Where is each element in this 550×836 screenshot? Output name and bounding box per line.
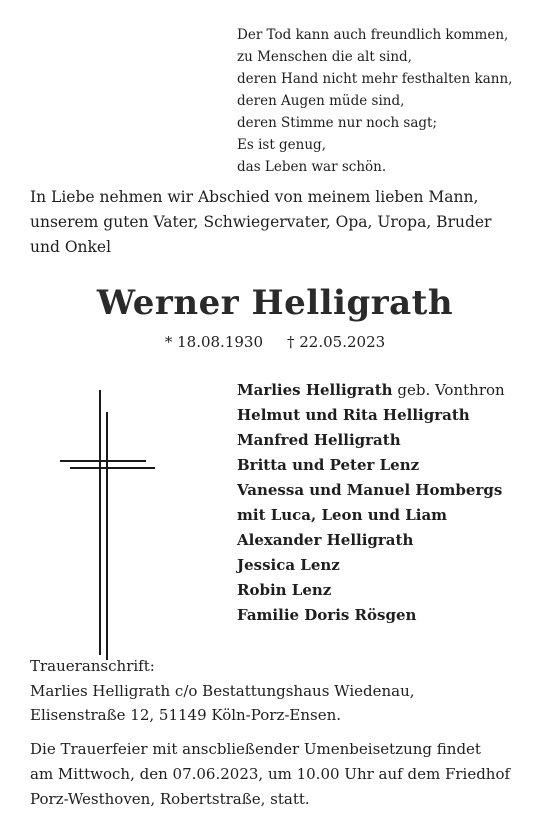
poem-line: zu Menschen die alt sind, bbox=[237, 49, 412, 65]
poem-line: deren Stimme nur noch sagt; bbox=[237, 115, 438, 131]
ceremony-line: Porz-Westhoven, Robertstraße, statt. bbox=[30, 790, 310, 808]
family-member bbox=[237, 378, 505, 403]
ceremony-line: Die Trauerfeier mit anscbließender Umenbeisetzung findet bbox=[30, 740, 481, 758]
family-member: Britta und Peter Lenz bbox=[237, 456, 420, 474]
family-member: Vanessa und Manuel Hombergs bbox=[237, 481, 503, 499]
intro-text bbox=[30, 185, 530, 260]
death-date: † 22.05.2023 bbox=[287, 333, 386, 351]
birth-date: * 18.08.1930 bbox=[164, 333, 263, 351]
maiden-name: geb. Vonthron bbox=[392, 381, 505, 399]
intro-line: unserem guten Vater, Schwiegervater, Opa, Uropa, Bruder bbox=[30, 213, 492, 231]
intro-line: In Liebe nehmen wir Abschied von meinem lieben Mann, bbox=[30, 188, 479, 206]
poem-line: Der Tod kann auch freundlich kommen, bbox=[237, 27, 509, 43]
family-member: Alexander Helligrath bbox=[237, 531, 414, 549]
family-member: Helmut und Rita Helligrath bbox=[237, 406, 470, 424]
family-list bbox=[237, 378, 505, 628]
address-line: Elisenstraße 12, 51149 Köln-Porz-Ensen. bbox=[30, 706, 342, 724]
poem-line: deren Hand nicht mehr festhalten kann, bbox=[237, 71, 513, 87]
poem-line: das Leben war schön. bbox=[237, 159, 387, 175]
family-member: Robin Lenz bbox=[237, 581, 332, 599]
poem bbox=[237, 24, 512, 178]
poem-line: deren Augen müde sind, bbox=[237, 93, 405, 109]
ceremony-line: am Mittwoch, den 07.06.2023, um 10.00 Uhr auf dem Friedhof bbox=[30, 765, 511, 783]
deceased-name: Werner Helligrath bbox=[96, 283, 454, 323]
double-line-cross-icon bbox=[60, 390, 160, 660]
address-line: Marlies Helligrath c/o Bestattungshaus Wiedenau, bbox=[30, 681, 415, 700]
address-label: Traueranschrift: bbox=[30, 657, 155, 675]
life-dates bbox=[0, 331, 550, 353]
ceremony-info bbox=[30, 737, 510, 812]
mourning-address bbox=[30, 654, 415, 728]
family-member: mit Luca, Leon und Liam bbox=[237, 506, 448, 524]
family-member-name: Marlies Helligrath bbox=[237, 381, 393, 399]
family-member: Jessica Lenz bbox=[237, 556, 340, 574]
family-member: Familie Doris Rösgen bbox=[237, 606, 417, 624]
poem-line: Es ist genug, bbox=[237, 137, 326, 153]
family-member: Manfred Helligrath bbox=[237, 431, 401, 449]
intro-line: und Onkel bbox=[30, 238, 112, 256]
